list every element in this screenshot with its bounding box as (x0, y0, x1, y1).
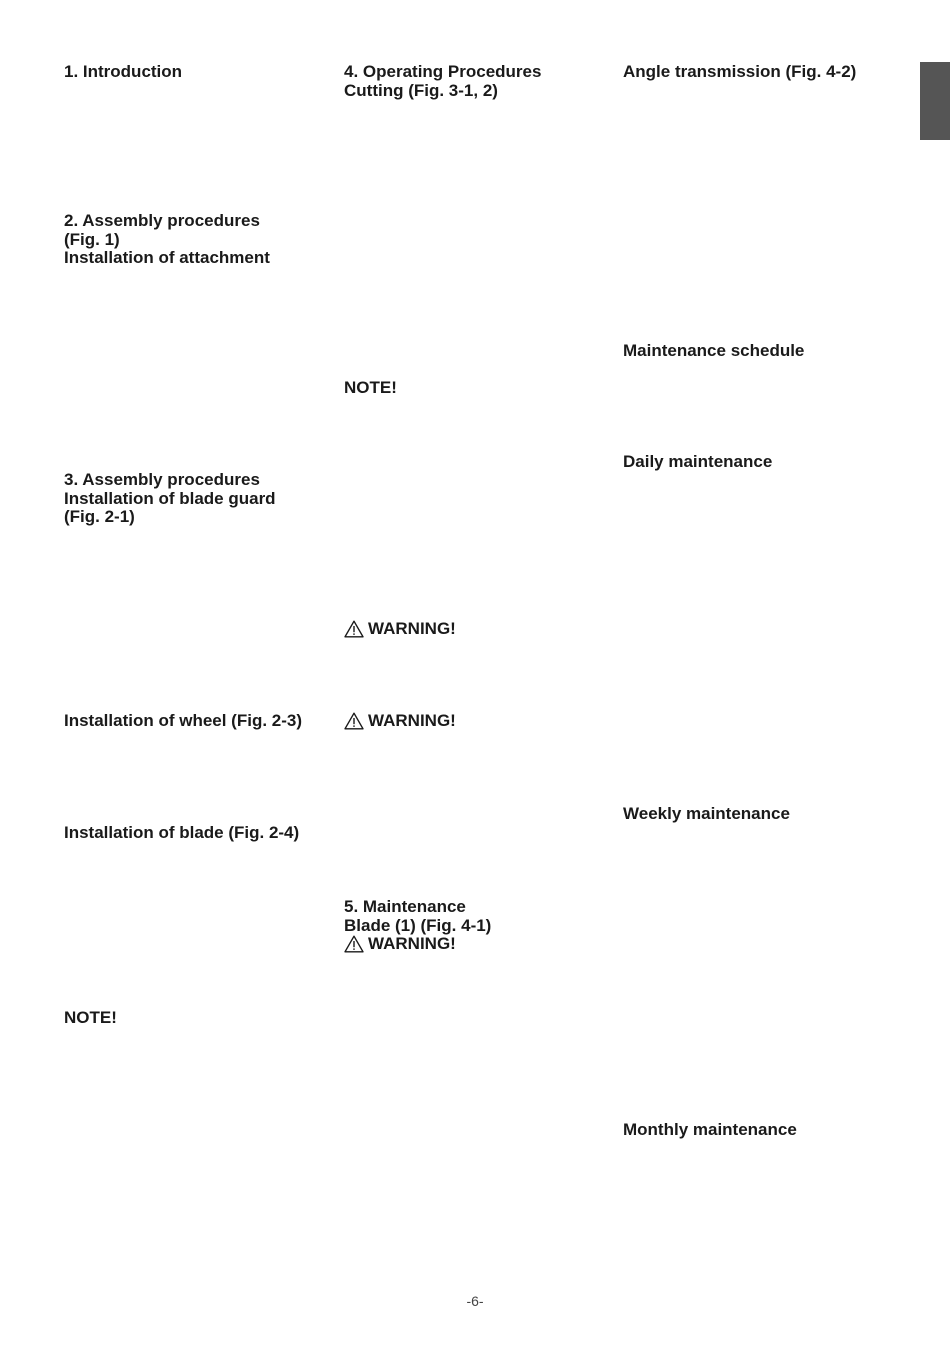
heading-line: 3. Assembly procedures (64, 470, 260, 489)
heading-angle-transmission: Angle transmission (Fig. 4-2) (623, 62, 857, 81)
heading-maintenance-schedule: Maintenance schedule (623, 341, 805, 360)
heading-assembly-attachment (64, 212, 270, 268)
note-label: NOTE! (344, 378, 397, 397)
warning-triangle-icon (344, 620, 364, 638)
heading-maintenance (344, 898, 491, 958)
heading-assembly-blade-guard (64, 471, 276, 527)
heading-monthly-maintenance: Monthly maintenance (623, 1120, 797, 1139)
heading-line: Blade (1) (Fig. 4-1) (344, 915, 492, 935)
warning-triangle-icon (344, 712, 364, 730)
heading-introduction: 1. Introduction (64, 62, 183, 81)
heading-line: 4. Operating Procedures (344, 62, 542, 81)
warning-label (344, 620, 456, 639)
heading-line: Installation of attachment (64, 248, 270, 268)
heading-installation-blade: Installation of blade (Fig. 2-4) (64, 823, 300, 842)
heading-line: 2. Assembly procedures (64, 211, 260, 230)
note-label: NOTE! (64, 1008, 117, 1027)
heading-weekly-maintenance: Weekly maintenance (623, 804, 790, 823)
heading-operating-procedures (344, 63, 541, 100)
warning-triangle-icon (344, 935, 364, 953)
heading-line: 5. Maintenance (344, 897, 466, 916)
heading-daily-maintenance: Daily maintenance (623, 452, 773, 471)
page-number: -6- (466, 1293, 484, 1309)
heading-line: (Fig. 2-1) (64, 507, 135, 527)
heading-line: Cutting (Fig. 3-1, 2) (344, 80, 498, 100)
warning-label (344, 935, 456, 954)
heading-installation-wheel: Installation of wheel (Fig. 2-3) (64, 711, 303, 730)
section-tab-marker (920, 62, 950, 140)
heading-line: (Fig. 1) (64, 229, 120, 249)
warning-text: WARNING! (368, 711, 456, 730)
warning-text: WARNING! (368, 934, 456, 954)
warning-label (344, 712, 456, 731)
warning-text: WARNING! (368, 619, 456, 638)
heading-line: Installation of blade guard (64, 488, 276, 508)
